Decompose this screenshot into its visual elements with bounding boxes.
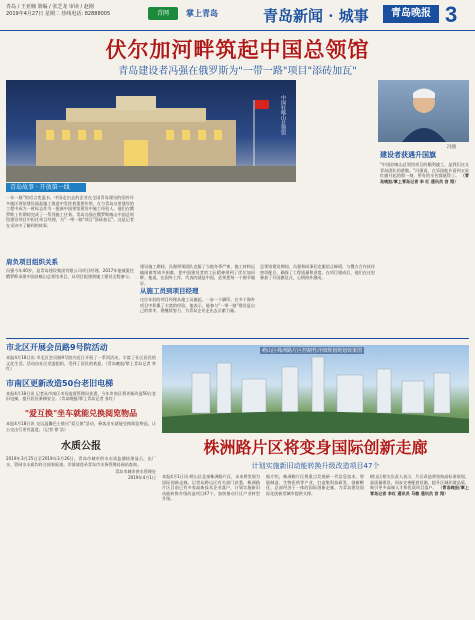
col3-text: 总领馆建设期间，冯强和同事们克服语言障碍，与俄方合作伙伴密切配合，确保了工程质量和进度。在项目建成后，他们在这里参加了升国旗仪式，心情格外激动。 xyxy=(260,264,375,281)
brief-4-title: 水质公报 xyxy=(61,441,101,453)
consulate-building-illustration xyxy=(6,80,296,182)
brief-3-title: "爱互换"坐车就能兑换阅览物品 xyxy=(24,408,138,418)
qingwang-logo: 青网 xyxy=(148,7,178,20)
main-subheadline: 青岛建设者冯强在俄罗斯为"一带一路"项目"添砖加瓦" xyxy=(118,66,357,77)
briefs-column xyxy=(6,342,156,481)
brief-4-body: 2019年3月25日至2019年3月26日，青岛市城市供水水质监测结果显示，出厂水、管网水水质均符合国家标准。详情请登录青岛市水务管理局网站查询。 xyxy=(6,456,156,467)
app-logo: 掌上青岛 xyxy=(186,9,218,18)
newspaper-brand: 青岛晚报 xyxy=(383,5,439,23)
consulate-photo xyxy=(6,80,296,182)
brief-2-title: 市南区更新改造50台老旧电梯 xyxy=(6,378,114,388)
section-1-title: 肩负项目组织关系 xyxy=(6,258,58,266)
section-3-title: 建设者获遇升国旗 xyxy=(380,151,436,159)
section-title: 青岛新闻 · 城事 xyxy=(263,7,369,25)
col4-sign: （青岛晚报/掌上青岛记者 李 红 通讯员 宫 翔） xyxy=(380,173,470,184)
col1-text-2: 冯强今年40岁，是青岛建设集团有限公司项目经理。2017年他被派往俄罗斯承建中国驻喀山总领馆项目，从项目组建到施工建设全程参与。 xyxy=(6,268,134,279)
article-2-col1: 本报4月1日讯 崂山区北部株洲路片区，未来将发展为国际创新走廊。记者从崂山区有关部门获悉，株洲路片区目前已有多家高新技术企业落户，计划实施新旧动能转换升级改造项目47个，加快推动片区产业转型升级。 xyxy=(162,474,260,502)
zhuzhou-photo-caption: 崂山区株洲路片区控制性详细规划规划效果图 xyxy=(262,348,363,354)
col4-body: "中国驻喀山总领馆项目的顺利竣工，是我们这支青岛团队的骄傲。"冯强说，在异国他乡看到五星红旗升起的那一刻，所有的辛苦都值得了。 xyxy=(380,162,469,179)
col2-text-2: 这位年轻的项目经理从施工员做起，一步一个脚印，在多个海外项目中积累了丰富的经验。他表示，能参与"一带一路"建设是自己的荣幸，将继续努力，为青岛企业走出去贡献力量。 xyxy=(140,297,255,314)
article-2-subheadline: 计划实施新旧动能转换升级改造项目47个 xyxy=(251,462,380,470)
article-2-col2: 据介绍，株洲路片区将重点发展新一代信息技术、智能制造、生物医药等产业，打造集科技研发、创新孵化、总部经济于一体的国际创新走廊，为青岛建设国际化创新型城市提供支撑。 xyxy=(266,474,364,496)
section-2-title: 从施工员到项目经理 xyxy=(140,287,199,295)
brief-1-title: 市北区开展会员路9号院活动 xyxy=(6,343,108,352)
portrait-credit: 冯强 xyxy=(447,145,456,150)
meta-line-2: 2019年4月27日 星期二 热线电话: 82888005 xyxy=(6,11,111,17)
brief-4-date: 2019年4月1日 xyxy=(128,474,156,480)
page-meta xyxy=(6,4,116,18)
brief-3-body: 本报4月18日讯 交运温馨巴士推出"爱互换"活动，乘客坐车就能兑换阅览物品，让公交出行更有温度。（记者 徐 浩） xyxy=(6,420,156,432)
article-2-col3-sign: （青岛晚报/掌上青岛记者 李红 通讯员 马敏 通讯员 宫 翔） xyxy=(370,485,469,496)
meta-line-1: 青岛 / 王亚楠 策编 / 张芝龙 审读 / 赵刚 xyxy=(6,4,94,10)
article-2-col3-body: 崂山区相关负责人表示，片区改造将坚持高标准规划、高质量建设，同步完善配套设施，提升区域环境品质，吸引更多高端人才和优质项目落户。 xyxy=(370,474,469,491)
portrait-photo xyxy=(378,80,469,142)
col1-text: 一年一路"的语言变温水，中国走出去的企业在全国青岛建设的国外许多地区领馆建设面起施工推进中发挥着重要作用，在与青岛这里建设的工程中成为一时标志作为一批新中国领馆建设中施工经验人，他们在俄罗斯工作期间完成了一系列施工任务。青岛冯强在俄罗斯喀山中国总领馆建设项目中担任项目经理，为"一带一路"项目"添砖加瓦"。这是记者在采访中了解到的故事。 xyxy=(6,195,134,228)
page-number: 3 xyxy=(445,2,458,27)
divider-1 xyxy=(6,338,469,339)
story-banner: 青岛故事 · 开放第一线 xyxy=(6,183,86,192)
brief-2-body: 本报4月18日讯 记者从市南区市场监督管理局获悉，今年市南区将更新改造50台老旧电梯，提升居民乘梯安全。（青岛晚报/掌上青岛记者 张红） xyxy=(6,390,156,402)
zhuzhou-rendering xyxy=(162,345,469,433)
col2-text: 建设施工期间，冯强带领团队克服了当地冬季严寒、施工材料运输困难等诸多困难，把中国建设者的工匠精神带到了伏尔加河畔。他说，在国外工作，代表的就是中国，必须把每一个细节做好。 xyxy=(140,264,255,286)
article-2-col3 xyxy=(370,474,469,496)
brief-1-body: 本报4月18日讯 市北区会员路9号院内近日开展了一系列活动，丰富了社区居民的文化生活。活动由社区党委组织，受到了居民的欢迎。（青岛晚报/掌上青岛记者 李红） xyxy=(6,355,156,372)
brief-4-source: 青岛市城市供水管理处 xyxy=(115,469,156,475)
col4-text xyxy=(380,162,469,184)
main-headline: 伏尔加河畔筑起中国总领馆 xyxy=(105,37,370,62)
city-rendering-illustration xyxy=(162,345,469,433)
photo-caption-vertical: 中国驻喀山总领馆 xyxy=(280,95,286,135)
article-2-headline: 株洲路片区将变身国际创新走廊 xyxy=(203,438,428,457)
person-illustration xyxy=(378,80,469,142)
masthead xyxy=(0,0,475,31)
